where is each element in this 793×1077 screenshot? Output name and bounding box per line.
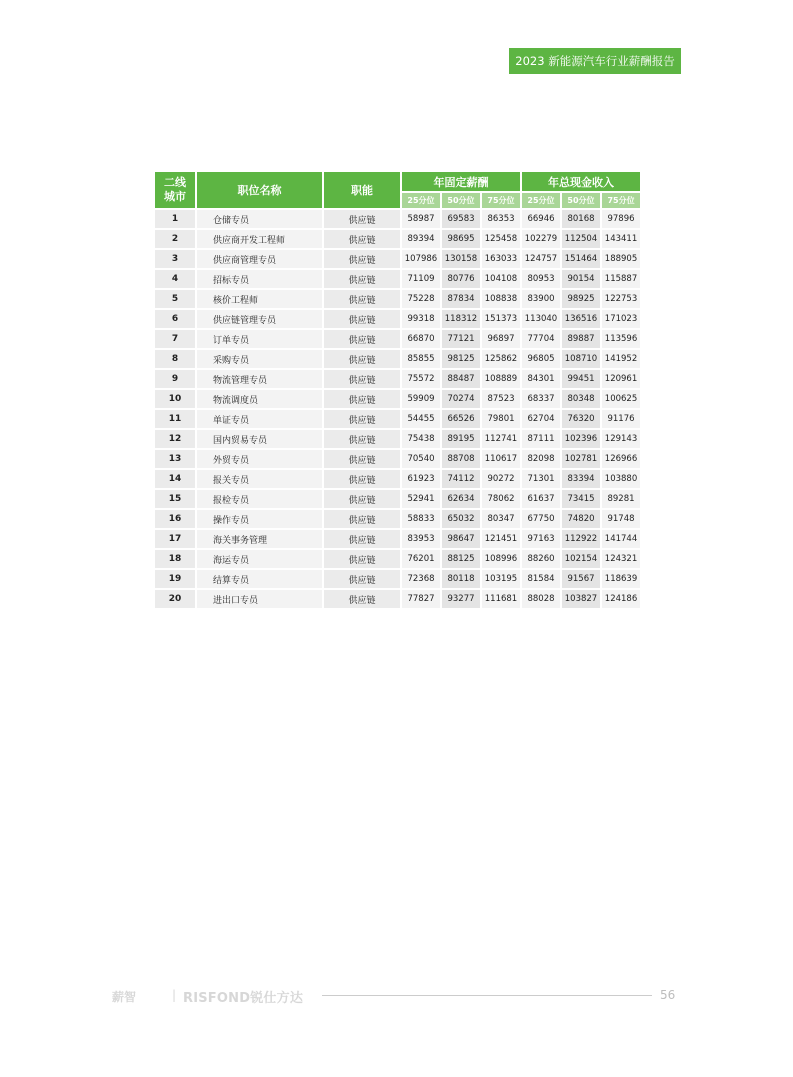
table-body — [155, 210, 640, 608]
total-p50: 99451 — [562, 370, 600, 388]
row-number: 10 — [155, 390, 195, 408]
table-row — [155, 350, 640, 368]
table-row — [155, 450, 640, 468]
fixed-p50: 65032 — [442, 510, 480, 528]
total-p50: 91567 — [562, 570, 600, 588]
fixed-p75: 90272 — [482, 470, 520, 488]
xinzhi-logo-text: 薪智 — [112, 990, 137, 1004]
function-name: 供应链 — [324, 390, 400, 408]
fixed-p25: 77827 — [402, 590, 440, 608]
total-p75: 141952 — [602, 350, 640, 368]
total-p25: 61637 — [522, 490, 560, 508]
function-name: 供应链 — [324, 430, 400, 448]
total-p75: 141744 — [602, 530, 640, 548]
fixed-p25: 61923 — [402, 470, 440, 488]
total-p25: 97163 — [522, 530, 560, 548]
function-name: 供应链 — [324, 590, 400, 608]
row-number: 1 — [155, 210, 195, 228]
sub-header-p75: 75分位 — [602, 193, 640, 208]
function-name: 供应链 — [324, 530, 400, 548]
table-row — [155, 310, 640, 328]
fixed-p75: 96897 — [482, 330, 520, 348]
function-name: 供应链 — [324, 490, 400, 508]
row-number: 3 — [155, 250, 195, 268]
table-row — [155, 250, 640, 268]
header-fixed-salary: 年固定薪酬 — [402, 172, 520, 191]
fixed-p75: 163033 — [482, 250, 520, 268]
fixed-p50: 130158 — [442, 250, 480, 268]
position-name: 海关事务管理 — [197, 530, 322, 548]
total-p50: 151464 — [562, 250, 600, 268]
fixed-p50: 66526 — [442, 410, 480, 428]
fixed-p25: 75438 — [402, 430, 440, 448]
fixed-p75: 87523 — [482, 390, 520, 408]
total-p50: 103827 — [562, 590, 600, 608]
fixed-p50: 93277 — [442, 590, 480, 608]
total-p75: 91176 — [602, 410, 640, 428]
row-number: 20 — [155, 590, 195, 608]
total-p25: 88260 — [522, 550, 560, 568]
table-row — [155, 390, 640, 408]
total-p25: 84301 — [522, 370, 560, 388]
total-p75: 124321 — [602, 550, 640, 568]
total-p50: 89887 — [562, 330, 600, 348]
total-p25: 87111 — [522, 430, 560, 448]
position-name: 结算专员 — [197, 570, 322, 588]
table-row — [155, 430, 640, 448]
fixed-p50: 88125 — [442, 550, 480, 568]
fixed-p25: 70540 — [402, 450, 440, 468]
table-row — [155, 290, 640, 308]
fixed-p75: 86353 — [482, 210, 520, 228]
total-p50: 108710 — [562, 350, 600, 368]
total-p50: 83394 — [562, 470, 600, 488]
fixed-p25: 107986 — [402, 250, 440, 268]
function-name: 供应链 — [324, 350, 400, 368]
fixed-p75: 110617 — [482, 450, 520, 468]
total-p25: 77704 — [522, 330, 560, 348]
fixed-p25: 66870 — [402, 330, 440, 348]
table-row — [155, 410, 640, 428]
table-row — [155, 530, 640, 548]
sub-header-p50: 50分位 — [442, 193, 480, 208]
total-p25: 62704 — [522, 410, 560, 428]
function-name: 供应链 — [324, 310, 400, 328]
fixed-p50: 98125 — [442, 350, 480, 368]
fixed-p50: 89195 — [442, 430, 480, 448]
fixed-p75: 78062 — [482, 490, 520, 508]
row-number: 5 — [155, 290, 195, 308]
fixed-p50: 77121 — [442, 330, 480, 348]
fixed-p75: 80347 — [482, 510, 520, 528]
total-p25: 82098 — [522, 450, 560, 468]
position-name: 报关专员 — [197, 470, 322, 488]
position-name: 进出口专员 — [197, 590, 322, 608]
table-row — [155, 330, 640, 348]
position-name: 供应链管理专员 — [197, 310, 322, 328]
total-p75: 188905 — [602, 250, 640, 268]
function-name: 供应链 — [324, 210, 400, 228]
fixed-p50: 98647 — [442, 530, 480, 548]
row-number: 18 — [155, 550, 195, 568]
total-p25: 83900 — [522, 290, 560, 308]
row-number: 4 — [155, 270, 195, 288]
function-name: 供应链 — [324, 250, 400, 268]
function-name: 供应链 — [324, 290, 400, 308]
position-name: 招标专员 — [197, 270, 322, 288]
fixed-p25: 83953 — [402, 530, 440, 548]
total-p25: 66946 — [522, 210, 560, 228]
fixed-p75: 108838 — [482, 290, 520, 308]
row-number: 19 — [155, 570, 195, 588]
total-p25: 68337 — [522, 390, 560, 408]
total-p75: 171023 — [602, 310, 640, 328]
total-p75: 100625 — [602, 390, 640, 408]
fixed-p75: 108889 — [482, 370, 520, 388]
fixed-p75: 125458 — [482, 230, 520, 248]
row-number: 8 — [155, 350, 195, 368]
row-number: 16 — [155, 510, 195, 528]
fixed-p25: 85855 — [402, 350, 440, 368]
fixed-p50: 88708 — [442, 450, 480, 468]
position-name: 外贸专员 — [197, 450, 322, 468]
total-p75: 91748 — [602, 510, 640, 528]
total-p25: 67750 — [522, 510, 560, 528]
fixed-p75: 79801 — [482, 410, 520, 428]
row-number: 17 — [155, 530, 195, 548]
fixed-p25: 99318 — [402, 310, 440, 328]
table-row — [155, 230, 640, 248]
salary-table — [153, 170, 642, 610]
table-row — [155, 270, 640, 288]
fixed-p25: 76201 — [402, 550, 440, 568]
sub-header-p25: 25分位 — [522, 193, 560, 208]
fixed-p50: 88487 — [442, 370, 480, 388]
fixed-p50: 70274 — [442, 390, 480, 408]
fixed-p75: 121451 — [482, 530, 520, 548]
fixed-p50: 98695 — [442, 230, 480, 248]
row-number: 15 — [155, 490, 195, 508]
position-name: 订单专员 — [197, 330, 322, 348]
total-p75: 97896 — [602, 210, 640, 228]
total-p50: 76320 — [562, 410, 600, 428]
table-row — [155, 570, 640, 588]
footer-divider — [322, 995, 652, 996]
total-p50: 98925 — [562, 290, 600, 308]
fixed-p75: 125862 — [482, 350, 520, 368]
total-p25: 71301 — [522, 470, 560, 488]
fixed-p25: 58987 — [402, 210, 440, 228]
table-row — [155, 490, 640, 508]
row-number: 7 — [155, 330, 195, 348]
row-number: 12 — [155, 430, 195, 448]
fixed-p75: 108996 — [482, 550, 520, 568]
total-p75: 120961 — [602, 370, 640, 388]
report-title-tag: 2023 新能源汽车行业薪酬报告 — [509, 48, 681, 74]
total-p50: 80348 — [562, 390, 600, 408]
position-name: 供应商管理专员 — [197, 250, 322, 268]
header-city: 二线 城市 — [155, 172, 195, 208]
function-name: 供应链 — [324, 470, 400, 488]
table-row — [155, 210, 640, 228]
function-name: 供应链 — [324, 270, 400, 288]
position-name: 国内贸易专员 — [197, 430, 322, 448]
footer-separator: | — [172, 988, 177, 1002]
fixed-p50: 87834 — [442, 290, 480, 308]
header-function: 职能 — [324, 172, 400, 208]
fixed-p25: 75228 — [402, 290, 440, 308]
page-number: 56 — [660, 988, 676, 1002]
row-number: 6 — [155, 310, 195, 328]
total-p50: 74820 — [562, 510, 600, 528]
total-p25: 113040 — [522, 310, 560, 328]
position-name: 仓储专员 — [197, 210, 322, 228]
fixed-p75: 111681 — [482, 590, 520, 608]
total-p50: 102781 — [562, 450, 600, 468]
fixed-p25: 54455 — [402, 410, 440, 428]
fixed-p25: 52941 — [402, 490, 440, 508]
total-p75: 143411 — [602, 230, 640, 248]
total-p75: 113596 — [602, 330, 640, 348]
row-number: 13 — [155, 450, 195, 468]
position-name: 单证专员 — [197, 410, 322, 428]
fixed-p50: 74112 — [442, 470, 480, 488]
total-p50: 80168 — [562, 210, 600, 228]
header-position: 职位名称 — [197, 172, 322, 208]
fixed-p75: 112741 — [482, 430, 520, 448]
total-p25: 88028 — [522, 590, 560, 608]
fixed-p25: 89394 — [402, 230, 440, 248]
position-name: 报检专员 — [197, 490, 322, 508]
position-name: 物流管理专员 — [197, 370, 322, 388]
function-name: 供应链 — [324, 230, 400, 248]
row-number: 11 — [155, 410, 195, 428]
fixed-p25: 59909 — [402, 390, 440, 408]
salary-table-wrap — [155, 172, 638, 610]
total-p75: 118639 — [602, 570, 640, 588]
total-p50: 102154 — [562, 550, 600, 568]
total-p50: 136516 — [562, 310, 600, 328]
total-p25: 102279 — [522, 230, 560, 248]
fixed-p50: 62634 — [442, 490, 480, 508]
total-p25: 80953 — [522, 270, 560, 288]
function-name: 供应链 — [324, 510, 400, 528]
table-row — [155, 370, 640, 388]
total-p75: 124186 — [602, 590, 640, 608]
sub-header-p75: 75分位 — [482, 193, 520, 208]
table-row — [155, 470, 640, 488]
table-row — [155, 510, 640, 528]
total-p75: 115887 — [602, 270, 640, 288]
function-name: 供应链 — [324, 410, 400, 428]
total-p75: 89281 — [602, 490, 640, 508]
fixed-p50: 80776 — [442, 270, 480, 288]
fixed-p25: 75572 — [402, 370, 440, 388]
total-p50: 90154 — [562, 270, 600, 288]
fixed-p75: 103195 — [482, 570, 520, 588]
position-name: 海运专员 — [197, 550, 322, 568]
function-name: 供应链 — [324, 570, 400, 588]
total-p75: 126966 — [602, 450, 640, 468]
risfond-logo: RISFOND锐仕方达 — [183, 991, 304, 1006]
fixed-p50: 80118 — [442, 570, 480, 588]
row-number: 9 — [155, 370, 195, 388]
total-p25: 124757 — [522, 250, 560, 268]
table-row — [155, 550, 640, 568]
fixed-p50: 118312 — [442, 310, 480, 328]
total-p75: 122753 — [602, 290, 640, 308]
function-name: 供应链 — [324, 550, 400, 568]
row-number: 14 — [155, 470, 195, 488]
position-name: 供应商开发工程师 — [197, 230, 322, 248]
function-name: 供应链 — [324, 450, 400, 468]
total-p25: 96805 — [522, 350, 560, 368]
total-p50: 112504 — [562, 230, 600, 248]
xinzhi-logo — [112, 988, 136, 1005]
total-p75: 103880 — [602, 470, 640, 488]
fixed-p25: 72368 — [402, 570, 440, 588]
sub-header-p50: 50分位 — [562, 193, 600, 208]
row-number: 2 — [155, 230, 195, 248]
total-p50: 112922 — [562, 530, 600, 548]
table-row — [155, 590, 640, 608]
total-p50: 102396 — [562, 430, 600, 448]
fixed-p50: 69583 — [442, 210, 480, 228]
position-name: 核价工程师 — [197, 290, 322, 308]
fixed-p25: 71109 — [402, 270, 440, 288]
fixed-p75: 104108 — [482, 270, 520, 288]
function-name: 供应链 — [324, 330, 400, 348]
function-name: 供应链 — [324, 370, 400, 388]
total-p75: 129143 — [602, 430, 640, 448]
sub-header-p25: 25分位 — [402, 193, 440, 208]
position-name: 物流调度员 — [197, 390, 322, 408]
header-total-cash: 年总现金收入 — [522, 172, 640, 191]
position-name: 操作专员 — [197, 510, 322, 528]
fixed-p75: 151373 — [482, 310, 520, 328]
total-p50: 73415 — [562, 490, 600, 508]
fixed-p25: 58833 — [402, 510, 440, 528]
position-name: 采购专员 — [197, 350, 322, 368]
total-p25: 81584 — [522, 570, 560, 588]
